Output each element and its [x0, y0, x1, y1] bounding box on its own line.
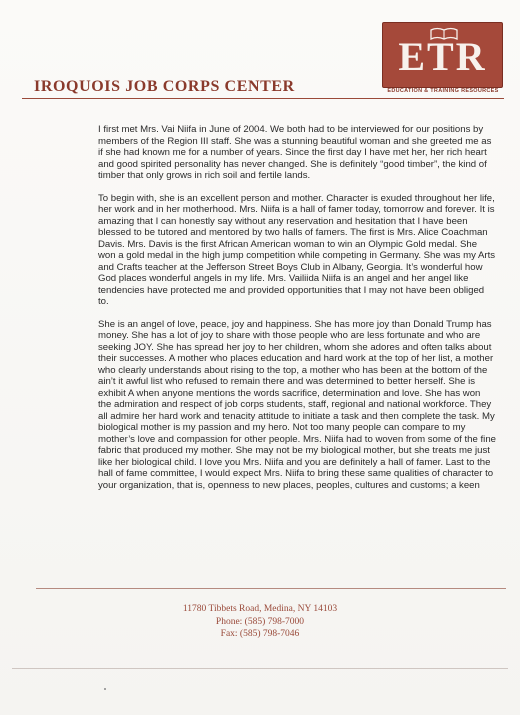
footer-divider: [36, 588, 506, 589]
logo-badge: [382, 22, 503, 88]
letter-paragraph: To begin with, she is an excellent person and mother. Character is exuded throughout her life, her work and in her motherhood. Mrs. Niifa is a hall of famer today, tomorrow and forever. It is amazing that I can honestly say without any reservation and hesitation that I have been blessed to be tutored and mentored by two halls of famers. The first is Mrs. Alice Coachman Davis. Mrs. Davis is the first African American woman to win an Olympic Gold medal. She won a gold medal in the high jump competition while competing in Germany. She was my Arts and Crafts teacher at the Jefferson Street Boys Club in Albany, Georgia. It’s wonderful how God places wonderful angels in my life. Mrs. Vailiida Niifa is an angel and her angel like tendencies have protected me and provided opportunities that I may not have been obliged to.: [98, 192, 496, 307]
footer-contact: [0, 603, 520, 641]
letter-paragraph: She is an angel of love, peace, joy and happiness. She has more joy than Donald Trump has money. She has a lot of joy to share with those people who are less fortunate and who are seeking JOY. She has spread her joy to her children, whom she adores and often talks about their successes. A mother who places education and hard work at the top of her list, a mother who clearly understands about rising to the top, a mother who has been at the bottom of the ain’t it awful list who refused to remain there and was determined to better herself. She is exhibit A when anyone mentions the words sacrifice, determination and love. She has won the admiration and respect of job corps students, staff, regional and national workforce. They all admire her hard work and tenacity attitude to initiate a task and then complete the task. My biological mother is my passion and my hero. Not too many people can compare to my mother’s love and compassion for other people. Mrs. Niifa had to woven from some of the fine fabric that produced my mother. She may not be my biological mother, but she treats me just like her biological child. I love you Mrs. Niifa and you are definitely a hall of famer. Last to the hall of fame committee, I would expect Mrs. Niifa to bring these same qualities of character to your organization, that is, openness to new places, peoples, cultures and customs; a keen: [98, 318, 496, 491]
footer-phone: Phone: (585) 798-7000: [215, 616, 305, 627]
logo-letters: ETR: [398, 34, 487, 79]
footer-fax: Fax: (585) 798-7046: [220, 629, 300, 639]
letter-paragraph: I first met Mrs. Vai Niifa in June of 2004. We both had to be interviewed for our positions by members of the Region III staff. She was a stunning beautiful woman and she greeted me as if she had known me for a number of years. Since the first day I have met her, her rich heart and good spirited personality has never changed. She is definitely “good timber”, the kind of timber that only grows in rich soil and fertile lands.: [98, 124, 492, 181]
etr-logo: [380, 20, 506, 100]
logo-tagline: EDUCATION & TRAINING RESOURCES: [387, 88, 499, 94]
organization-name: IROQUOIS JOB CORPS CENTER: [34, 78, 295, 95]
footer-address: 11780 Tibbets Road, Medina, NY 14103: [182, 604, 338, 614]
scan-speck: [104, 688, 106, 690]
header-divider: [22, 98, 504, 99]
bottom-divider: [12, 668, 508, 669]
letter-body: [98, 124, 496, 502]
